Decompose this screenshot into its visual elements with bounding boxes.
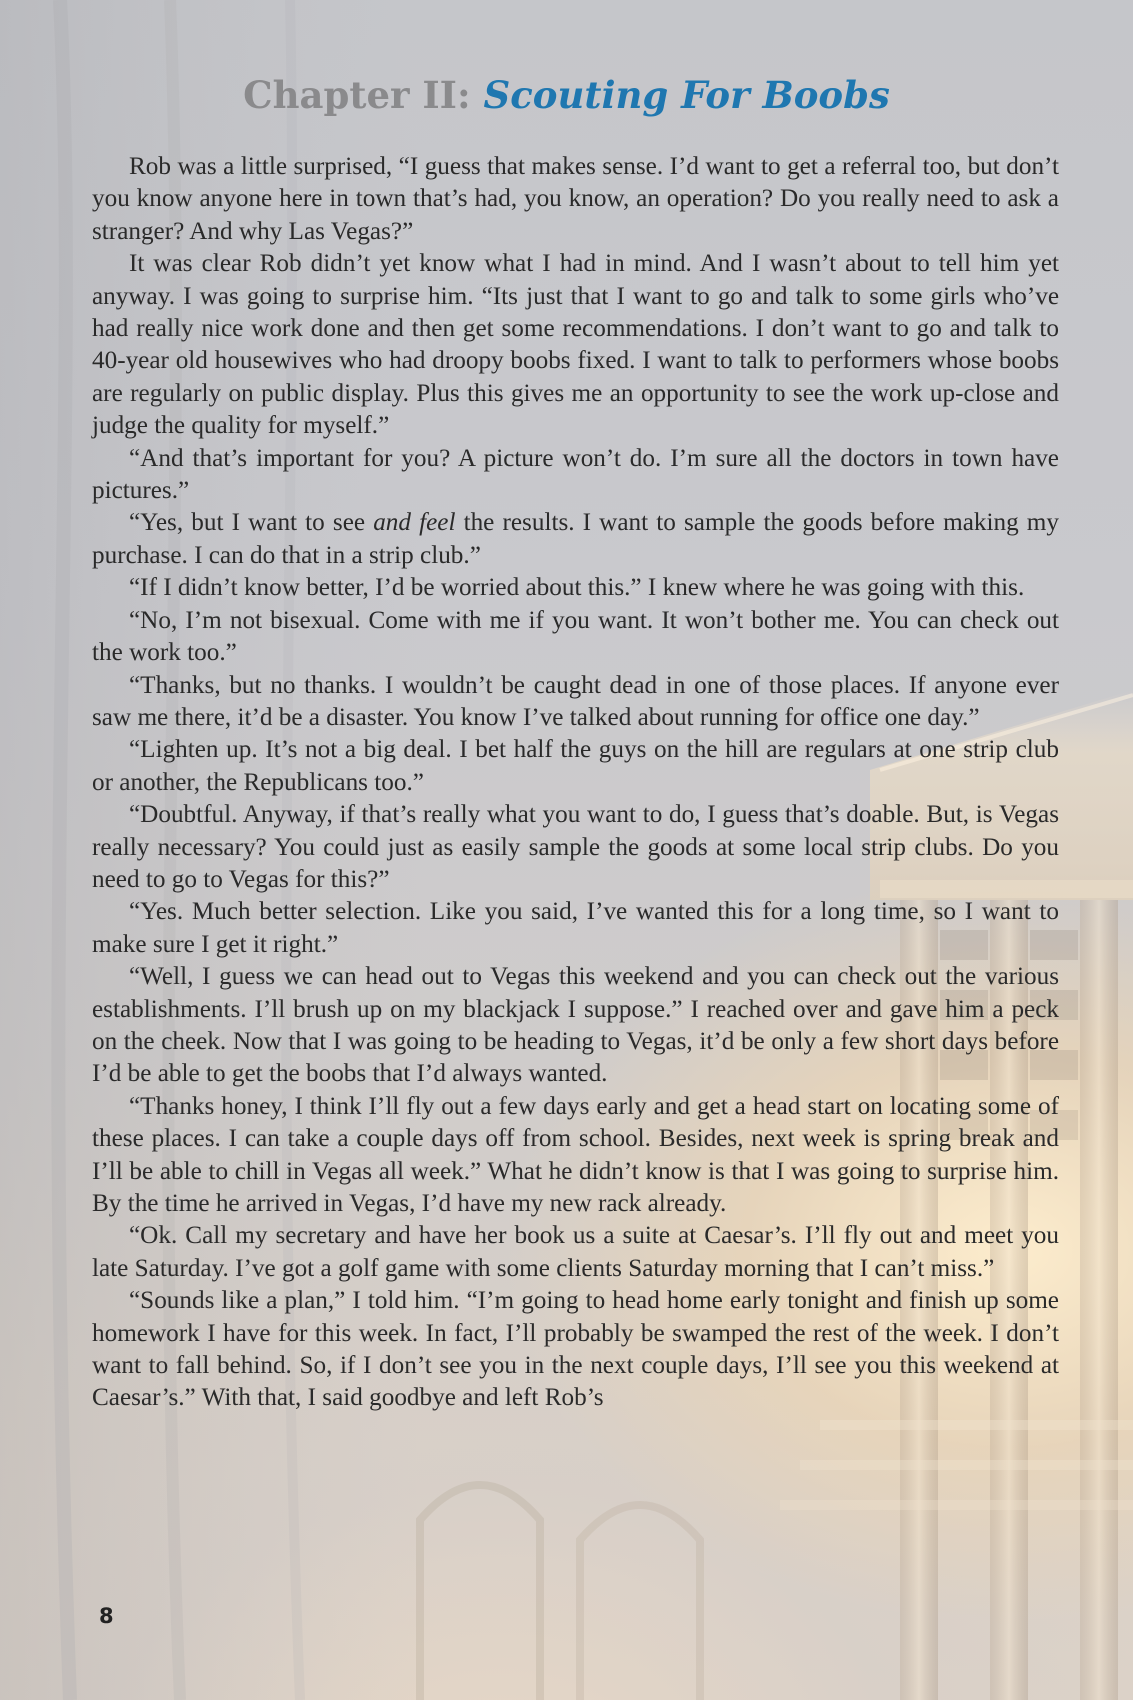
paragraph-text: “Ok. Call my secretary and have her book us a suite at Caesar’s. I’ll fly out and meet you late Saturday. I’ve got a golf game with some clients Saturday morning that I can’t miss.” xyxy=(92,1222,1059,1282)
body-paragraph xyxy=(92,1091,1059,1221)
body-paragraph xyxy=(92,1285,1059,1415)
paragraph-text: “Yes. Much better selection. Like you said, I’ve wanted this for a long time, so I want to make sure I get it right.” xyxy=(92,898,1059,958)
body-paragraph xyxy=(92,605,1059,670)
body-paragraph xyxy=(92,151,1059,248)
paragraph-text: Rob was a little surprised, “I guess that makes sense. I’d want to get a referral too, but don’t you know anyone here in town that’s had, you know, an operation? Do you really need to ask a stranger? And why Las Vegas?” xyxy=(92,153,1059,245)
paragraph-text: “Well, I guess we can head out to Vegas this weekend and you can check out the various establishments. I’ll brush up on my blackjack I suppose.” I reached over and gave him a peck on the cheek. Now that I was going to be heading to Vegas, it’d be only a few short days before I’d be able to get the boobs that I’d always wanted. xyxy=(92,963,1059,1088)
paragraph-text: “Thanks honey, I think I’ll fly out a few days early and get a head start on locating some of these places. I can take a couple days off from school. Besides, next week is spring break and I’ll be able to chill in Vegas all week.” What he didn’t know is that I was going to surprise him. By the time he arrived in Vegas, I’d have my new rack already. xyxy=(92,1092,1059,1217)
paragraph-text: It was clear Rob didn’t yet know what I had in mind. And I wasn’t about to tell him yet anyway. I was going to surprise him. “Its just that I want to go and talk to some girls who’ve had really nice work done and then get some recommendations. I don’t want to go and talk to 40-year old housewives who had droopy boobs fixed. I want to talk to performers whose boobs are regularly on public display. Plus this gives me an opportunity to see the work up-close and judge the quality for myself.” xyxy=(92,250,1059,440)
body-paragraph xyxy=(92,1220,1059,1285)
paragraph-text: “If I didn’t know better, I’d be worried about this.” I knew where he was going with this. xyxy=(129,574,1025,602)
body-paragraph xyxy=(92,507,1059,572)
paragraph-text: “Lighten up. It’s not a big deal. I bet half the guys on the hill are regulars at one strip club or another, the Republicans too.” xyxy=(92,736,1059,796)
paragraph-text: “Sounds like a plan,” I told him. “I’m going to head home early tonight and finish up some homework I have for this week. In fact, I’ll probably be swamped the rest of the week. I don’t want to fall behind. So, if I don’t see you in the next couple days, I’ll see you this weekend at Caesar’s.” With that, I said goodbye and left Rob’s xyxy=(92,1287,1059,1412)
chapter-heading xyxy=(0,70,1133,120)
chapter-title: Scouting For Boobs xyxy=(483,73,890,117)
body-paragraph xyxy=(92,572,1059,604)
body-paragraph xyxy=(92,799,1059,896)
body-paragraph xyxy=(92,896,1059,961)
emphasized-text: and feel xyxy=(373,509,456,537)
paragraph-text: the results. I want to sample the goods before making my purchase. I can do that in a strip club.” xyxy=(92,509,1059,569)
paragraph-text: “And that’s important for you? A picture won’t do. I’m sure all the doctors in town have pictures.” xyxy=(92,444,1059,505)
paragraph-text: “No, I’m not bisexual. Come with me if you want. It won’t bother me. You can check out the work too.” xyxy=(92,606,1059,667)
body-paragraph xyxy=(92,734,1059,799)
paragraph-text: “Thanks, but no thanks. I wouldn’t be caught dead in one of those places. If anyone ever saw me there, it’d be a disaster. You know I’ve talked about running for office one day.” xyxy=(92,671,1059,731)
body-paragraph xyxy=(92,248,1059,442)
page-number: 8 xyxy=(99,1604,114,1628)
chapter-label: Chapter II: xyxy=(243,73,471,117)
body-paragraph xyxy=(92,961,1059,1091)
chapter-body-text xyxy=(92,151,1059,1415)
paragraph-text: “Doubtful. Anyway, if that’s really what you want to do, I guess that’s doable. But, is Vegas really necessary? You could just as easily sample the goods at some local strip clubs. Do you need to go to Vegas for this?” xyxy=(92,801,1059,893)
paragraph-text: “Yes, but I want to see xyxy=(129,509,374,537)
body-paragraph xyxy=(92,443,1059,508)
body-paragraph xyxy=(92,670,1059,735)
